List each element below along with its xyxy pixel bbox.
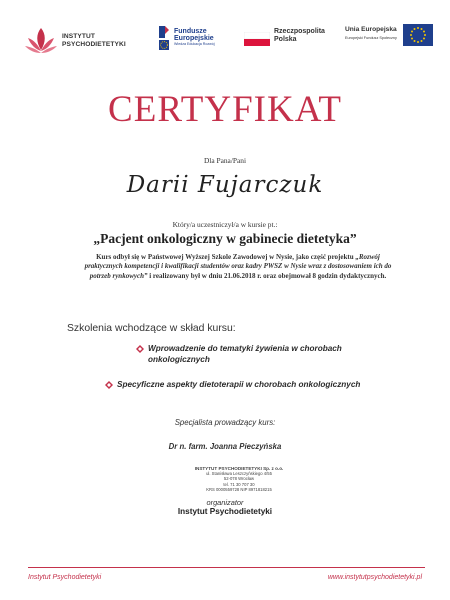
eu-logo-line1: Unia Europejska <box>345 26 397 33</box>
stamp-line: ul. Stanisława Leszczyńskiego 4/55 <box>206 471 272 477</box>
poland-logo-line2: Polska <box>274 36 297 43</box>
training-item-text: Specyficzne aspekty dietoterapii w chorobach onkologicznych <box>117 380 361 389</box>
diamond-bullet-icon <box>136 345 144 353</box>
specialist-name: Dr n. farm. Joanna Pieczyńska <box>168 442 282 451</box>
stamp-line: KRS 0000559728 NIP 8971818215 <box>206 486 272 492</box>
eu-flag-icon <box>403 24 433 46</box>
footer-institute: Instytut Psychodietetyki <box>28 574 102 581</box>
lotus-logo-icon <box>24 24 58 58</box>
eu-funds-logo-line1: Fundusze <box>174 28 207 35</box>
organizer-stamp <box>184 466 294 492</box>
poland-logo-line1: Rzeczpospolita <box>274 28 325 35</box>
certificate-title: CERTYFIKAT <box>108 89 342 130</box>
course-description-part1: Kurs odbył się w Państwowej Wyższej Szkole Zawodowej w Nysie, jako część projektu <box>96 253 356 261</box>
course-description <box>82 253 394 281</box>
course-description-project: „Rozwój praktycznych kompetencji i kwalifikacji studentów oraz kadry PWSZ w Nysie wraz z dostosowaniem ich do potrzeb rynkowych” <box>84 253 392 280</box>
eu-logo <box>345 24 435 52</box>
course-title: „Pacjent onkologiczny w gabinecie dietetyka” <box>93 231 357 246</box>
recipient-name: Darii Fujarczuk <box>126 172 324 198</box>
organizer-label: organizator <box>206 498 244 507</box>
institute-logo-line2: PSYCHODIETETYKI <box>62 40 126 48</box>
stamp-title: INSTYTUT PSYCHODIETETYKI Sp. z o.o. <box>194 466 284 471</box>
specialist-label: Specjalista prowadzący kurs: <box>174 418 276 427</box>
eu-funds-logo <box>157 24 237 56</box>
training-item <box>117 379 417 390</box>
training-item-text: Wprowadzenie do tematyki żywienia w chorobach onkologicznych <box>148 344 342 364</box>
footer-divider <box>28 567 425 568</box>
footer-website-link[interactable]: www.instytutpsychodietetyki.pl <box>327 574 422 581</box>
polish-flag-icon <box>244 32 270 46</box>
for-label: Dla Pana/Pani <box>203 156 247 165</box>
training-item <box>148 343 378 365</box>
eu-logo-line2: Europejski Fundusz Społeczny <box>345 36 397 40</box>
institute-logo-line1: INSTYTUT <box>62 33 96 40</box>
participant-label: Który/a uczestniczył/a w kursie pt.: <box>172 220 278 229</box>
training-heading: Szkolenia wchodzące w skład kursu: <box>67 323 236 334</box>
eu-funds-logo-sub: Wiedza Edukacja Rozwój <box>174 42 215 46</box>
organizer-name: Instytut Psychodietetyki <box>177 507 273 516</box>
eu-funds-logo-line2: Europejskie <box>174 35 214 42</box>
eu-funds-logo-icon <box>157 24 171 52</box>
diamond-bullet-icon <box>105 381 113 389</box>
stamp-line: tel. 71 30 707 30 <box>223 481 255 487</box>
course-description-part2: i realizowany był w dniu 21.06.2018 r. oraz obejmował 8 godzin dydaktycznych. <box>147 271 387 280</box>
poland-logo <box>244 28 326 52</box>
institute-logo <box>24 24 154 58</box>
stamp-line: 52-078 Wrocław <box>223 476 255 482</box>
